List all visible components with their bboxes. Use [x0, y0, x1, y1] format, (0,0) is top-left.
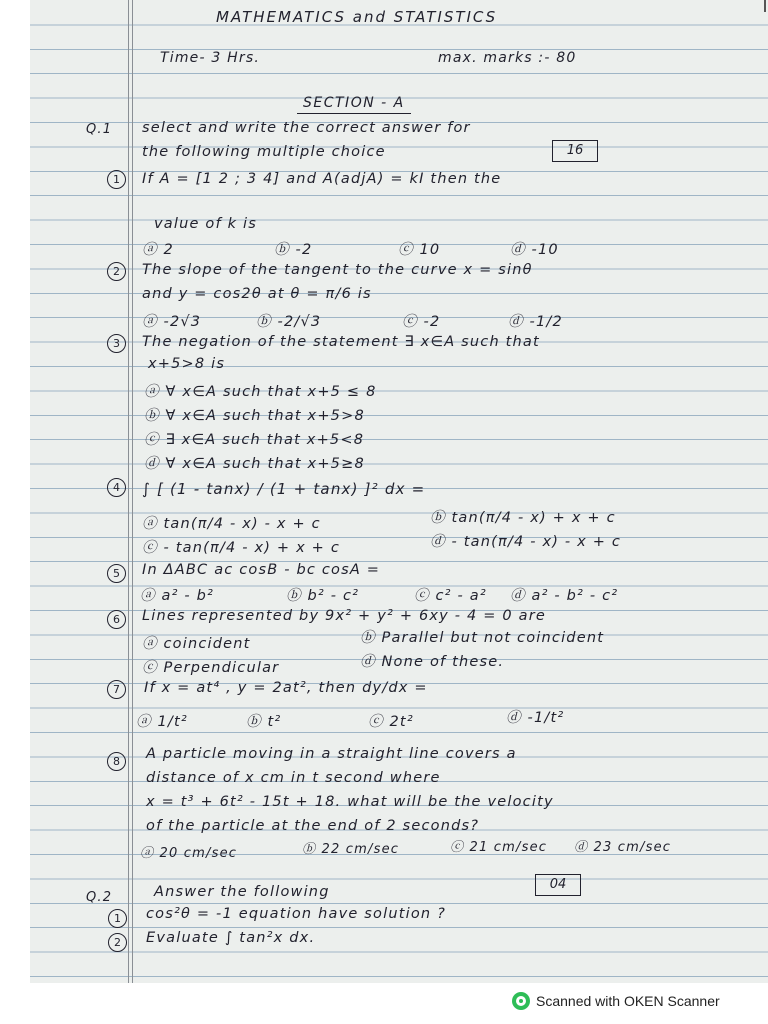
- answer-option: ⓒ 2t²: [368, 714, 414, 730]
- answer-option: ⓓ ∀ x∈A such that x+5≥8: [144, 456, 365, 472]
- section-heading: [303, 95, 405, 111]
- question-text: select and write the correct answer for: [142, 120, 471, 136]
- answer-option: ⓒ ∃ x∈A such that x+5<8: [144, 432, 365, 448]
- question-text: the following multiple choice: [142, 144, 386, 160]
- question-text: A particle moving in a straight line covers a: [146, 746, 517, 762]
- answer-option: ⓑ b² - c²: [286, 588, 360, 604]
- time-label: Time- 3 Hrs.: [160, 50, 260, 66]
- question-text: The negation of the statement ∃ x∈A such that: [142, 334, 540, 350]
- question-number-badge: 6: [107, 610, 126, 629]
- answer-option: ⓐ ∀ x∈A such that x+5 ≤ 8: [144, 384, 377, 400]
- page-mark: [764, 0, 766, 12]
- answer-option: ⓓ a² - b² - c²: [510, 588, 619, 604]
- page-title: MATHEMATICS and STATISTICS: [216, 8, 498, 26]
- question-text: of the particle at the end of 2 seconds?: [146, 818, 480, 834]
- answer-option: ⓐ coincident: [142, 636, 251, 652]
- question-text: Answer the following: [154, 884, 330, 900]
- answer-option: ⓓ - tan(π/4 - x) - x + c: [430, 534, 622, 550]
- question-text: and y = cos2θ at θ = π/6 is: [142, 286, 372, 302]
- question-text: value of k is: [154, 216, 257, 232]
- question-number-badge: 1: [107, 170, 126, 189]
- answer-option: ⓑ tan(π/4 - x) + x + c: [430, 510, 616, 526]
- answer-option: ⓒ 21 cm/sec: [450, 840, 548, 855]
- answer-option: ⓑ -2/√3: [256, 314, 322, 330]
- question-text: In ΔABC ac cosB - bc cosA =: [142, 562, 381, 578]
- answer-option: ⓓ 23 cm/sec: [574, 840, 672, 855]
- margin-line: [132, 0, 133, 983]
- question-number-badge: 2: [108, 933, 127, 952]
- answer-option: ⓒ -2: [402, 314, 441, 330]
- answer-option: ⓐ 1/t²: [136, 714, 188, 730]
- section-underline: [297, 113, 411, 115]
- answer-option: ⓒ 10: [398, 242, 441, 258]
- answer-option: ⓐ 20 cm/sec: [140, 846, 238, 861]
- question-text: cos²θ = -1 equation have solution ?: [146, 906, 447, 922]
- marks-box: 04: [535, 874, 581, 896]
- answer-option: ⓑ 22 cm/sec: [302, 842, 400, 857]
- answer-option: ⓑ -2: [274, 242, 313, 258]
- scanner-watermark: [512, 990, 720, 1012]
- answer-option: ⓓ -1/t²: [506, 710, 565, 726]
- question-text: x = t³ + 6t² - 15t + 18. what will be the velocity: [146, 794, 554, 810]
- scanner-text: Scanned with OKEN Scanner: [536, 993, 720, 1009]
- question-text: If x = at⁴ , y = 2at², then dy/dx =: [144, 680, 428, 696]
- question-label: Q.2: [86, 890, 113, 905]
- question-number-badge: 5: [107, 564, 126, 583]
- notebook-page: [30, 0, 768, 983]
- question-number-badge: 2: [107, 262, 126, 281]
- answer-option: ⓓ -10: [510, 242, 559, 258]
- answer-option: ⓓ -1/2: [508, 314, 563, 330]
- margin-line: [128, 0, 129, 983]
- answer-option: ⓒ c² - a²: [414, 588, 487, 604]
- question-number-badge: 4: [107, 478, 126, 497]
- marks-box: 16: [552, 140, 598, 162]
- question-text: ∫ [ (1 - tanx) / (1 + tanx) ]² dx =: [142, 480, 426, 498]
- question-text: x+5>8 is: [148, 356, 226, 372]
- question-label: Q.1: [86, 122, 113, 137]
- question-text: Lines represented by 9x² + y² + 6xy - 4 = 0 are: [142, 608, 547, 624]
- answer-option: ⓐ -2√3: [142, 314, 202, 330]
- answer-option: ⓓ None of these.: [360, 654, 505, 670]
- question-number-badge: 8: [107, 752, 126, 771]
- question-text: distance of x cm in t second where: [146, 770, 441, 786]
- question-number-badge: 3: [107, 334, 126, 353]
- section-label: SECTION - A: [303, 95, 405, 111]
- answer-option: ⓐ tan(π/4 - x) - x + c: [142, 516, 321, 532]
- answer-option: ⓐ a² - b²: [140, 588, 215, 604]
- answer-option: ⓑ Parallel but not coincident: [360, 630, 605, 646]
- answer-option: ⓒ - tan(π/4 - x) + x + c: [142, 540, 340, 556]
- answer-option: ⓒ Perpendicular: [142, 660, 280, 676]
- question-number-badge: 7: [107, 680, 126, 699]
- answer-option: ⓑ t²: [246, 714, 282, 730]
- question-text: If A = [1 2 ; 3 4] and A(adjA) = kI then the: [142, 171, 502, 187]
- max-marks-label: max. marks :- 80: [438, 50, 577, 66]
- question-text: The slope of the tangent to the curve x = sinθ: [142, 262, 533, 278]
- oken-logo-icon: [512, 992, 530, 1010]
- question-number-badge: 1: [108, 909, 127, 928]
- answer-option: ⓑ ∀ x∈A such that x+5>8: [144, 408, 365, 424]
- question-text: Evaluate ∫ tan²x dx.: [146, 930, 316, 946]
- answer-option: ⓐ 2: [142, 242, 174, 258]
